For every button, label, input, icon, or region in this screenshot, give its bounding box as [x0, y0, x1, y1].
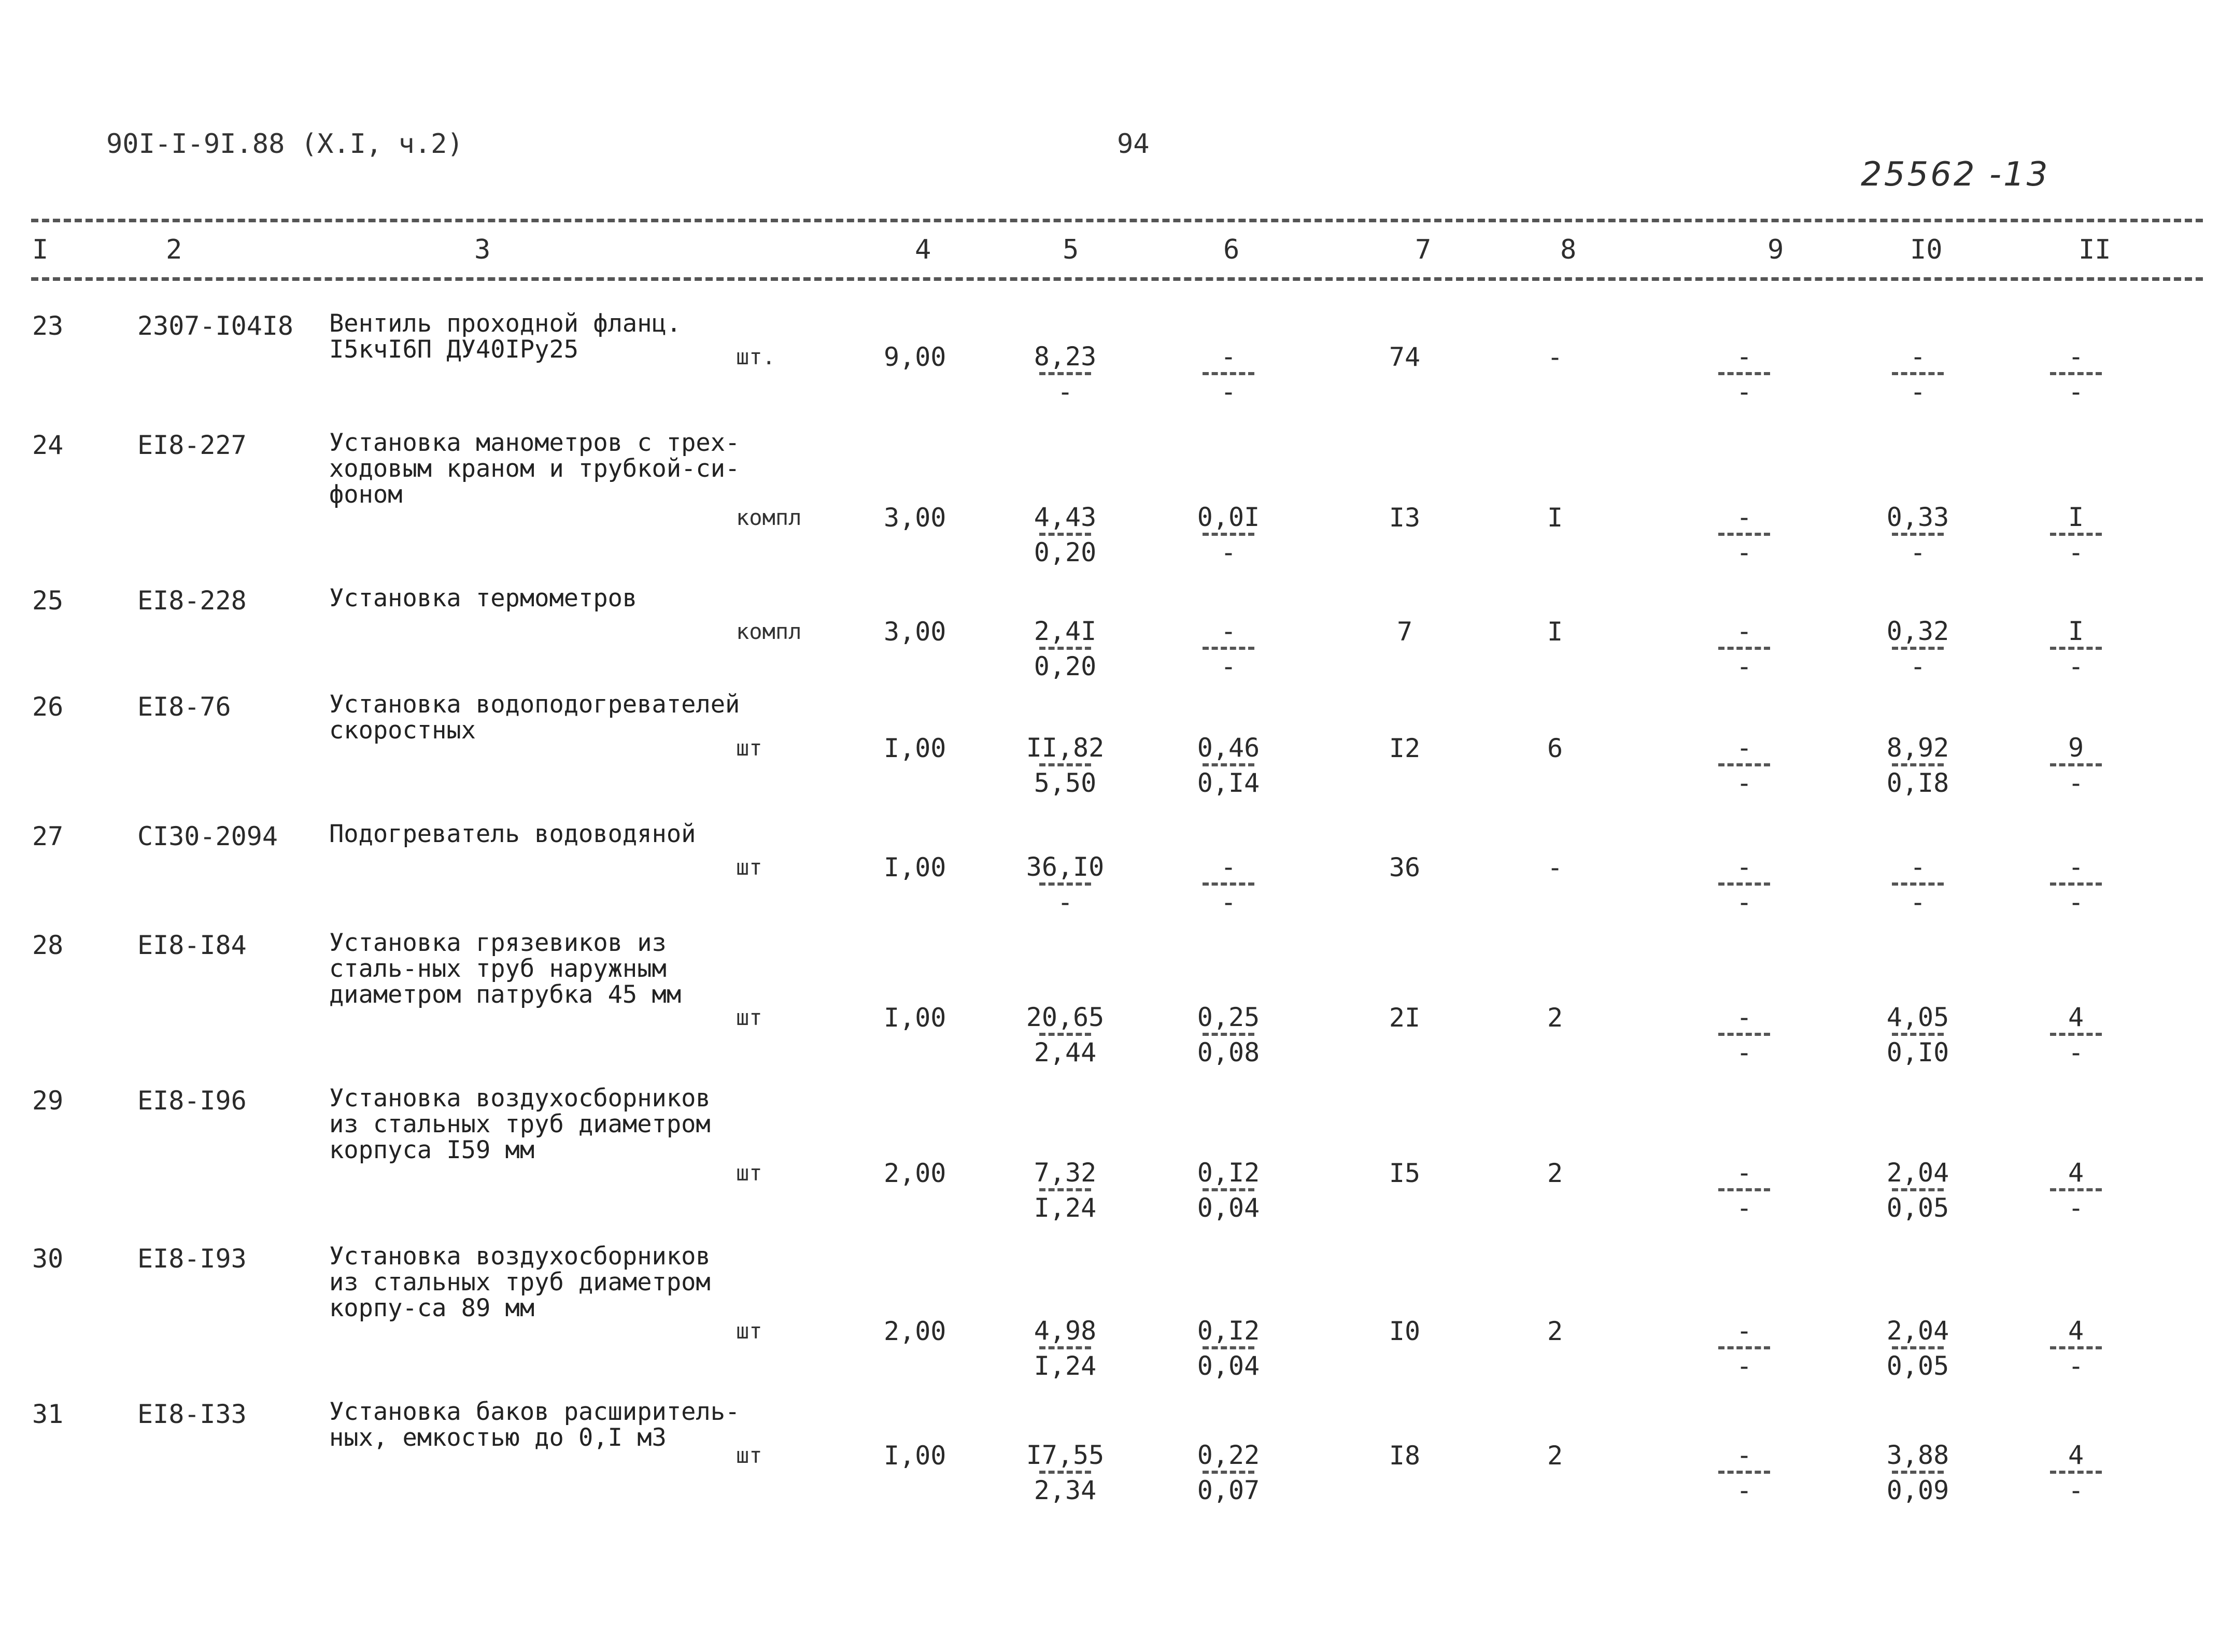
fraction-denominator: -	[2068, 887, 2084, 917]
fraction-bar	[1039, 882, 1091, 886]
fraction-cell	[1187, 733, 1270, 797]
row-number: 30	[32, 1244, 64, 1274]
fraction-denominator: 0,07	[1197, 1475, 1260, 1505]
fraction-bar	[1718, 1471, 1770, 1474]
col-header-4: 4	[915, 234, 931, 265]
unit-of-measure: шт	[736, 1160, 762, 1186]
col8-value: 2	[1547, 1003, 1563, 1033]
fraction-denominator: -	[2068, 1351, 2084, 1381]
fraction-cell	[1703, 733, 1786, 797]
col8-value: I	[1547, 617, 1563, 647]
fraction-bar	[1718, 882, 1770, 886]
fraction-denominator: 0,05	[1886, 1351, 1949, 1381]
col7-value: I5	[1389, 1158, 1421, 1188]
fraction-bar	[2050, 533, 2102, 536]
fraction-bar	[2050, 763, 2102, 766]
fraction-cell	[1187, 342, 1270, 406]
fraction-cell	[1024, 342, 1107, 406]
fraction-denominator: 0,I4	[1197, 768, 1260, 798]
fraction-numerator: 0,0I	[1197, 502, 1260, 532]
fraction-bar	[2050, 1471, 2102, 1474]
fraction-numerator: 0,46	[1197, 733, 1260, 763]
fraction-denominator: -	[1736, 1193, 1752, 1223]
fraction-bar	[1039, 372, 1091, 375]
fraction-bar	[2050, 882, 2102, 886]
fraction-numerator: 0,32	[1886, 616, 1949, 646]
fraction-numerator: 4	[2068, 1440, 2084, 1470]
fraction-numerator: 2,04	[1886, 1316, 1949, 1346]
col8-value: 2	[1547, 1441, 1563, 1471]
fraction-bar	[1892, 1346, 1944, 1349]
resource-code: EI8-I84	[137, 930, 247, 960]
resource-code: EI8-I93	[137, 1244, 247, 1274]
fraction-denominator: -	[2068, 768, 2084, 798]
col-header-8: 8	[1560, 234, 1577, 265]
fraction-denominator: -	[1736, 377, 1752, 407]
unit-of-measure: компл	[736, 619, 802, 644]
fraction-cell	[1024, 1316, 1107, 1380]
col-header-1: I	[32, 234, 49, 265]
col-header-9: 9	[1768, 234, 1784, 265]
fraction-bar	[1039, 1188, 1091, 1191]
fraction-bar	[1718, 1033, 1770, 1036]
col7-value: I2	[1389, 733, 1421, 763]
col-header-10: I0	[1910, 234, 1943, 265]
quantity: 2,00	[884, 1158, 946, 1188]
fraction-cell	[1876, 733, 1959, 797]
fraction-numerator: I	[2068, 502, 2084, 532]
fraction-cell	[1876, 852, 1959, 917]
fraction-denominator: -	[1736, 887, 1752, 917]
quantity: 3,00	[884, 503, 946, 533]
fraction-cell	[1703, 852, 1786, 917]
fraction-numerator: 4	[2068, 1158, 2084, 1188]
fraction-cell	[2034, 1316, 2117, 1380]
fraction-cell	[1876, 342, 1959, 406]
unit-of-measure: шт	[736, 735, 762, 761]
fraction-cell	[2034, 1158, 2117, 1222]
fraction-numerator: 0,22	[1197, 1440, 1260, 1470]
unit-of-measure: компл	[736, 505, 802, 530]
header-bottom-rule	[31, 277, 2203, 281]
fraction-numerator: -	[1220, 852, 1237, 882]
fraction-bar	[2050, 1033, 2102, 1036]
unit-of-measure: шт.	[736, 344, 775, 369]
fraction-bar	[1039, 763, 1091, 766]
fraction-cell	[1876, 617, 1959, 681]
row-number: 25	[32, 586, 64, 616]
fraction-denominator: 0,08	[1197, 1037, 1260, 1067]
fraction-bar	[1203, 647, 1254, 650]
fraction-numerator: -	[1736, 341, 1752, 372]
fraction-cell	[1703, 503, 1786, 567]
fraction-denominator: 0,20	[1034, 651, 1097, 681]
fraction-cell	[1024, 1158, 1107, 1222]
fraction-numerator: -	[1736, 502, 1752, 532]
quantity: 3,00	[884, 617, 946, 647]
quantity: I,00	[884, 1441, 946, 1471]
fraction-bar	[1203, 533, 1254, 536]
col8-value: -	[1547, 342, 1563, 372]
fraction-cell	[1703, 1441, 1786, 1505]
fraction-bar	[1892, 1033, 1944, 1036]
fraction-bar	[1718, 1346, 1770, 1349]
col7-value: I0	[1389, 1316, 1421, 1346]
fraction-bar	[2050, 372, 2102, 375]
fraction-numerator: 20,65	[1026, 1002, 1105, 1032]
col7-value: 2I	[1389, 1003, 1421, 1033]
fraction-denominator: 2,34	[1034, 1475, 1097, 1505]
fraction-bar	[1039, 533, 1091, 536]
col-header-11: II	[2079, 234, 2111, 265]
fraction-numerator: 0,I2	[1197, 1316, 1260, 1346]
fraction-bar	[1892, 763, 1944, 766]
fraction-numerator: 2,04	[1886, 1158, 1949, 1188]
row-number: 26	[32, 692, 64, 722]
fraction-denominator: -	[1057, 377, 1073, 407]
fraction-bar	[1203, 1471, 1254, 1474]
fraction-numerator: -	[2068, 852, 2084, 882]
work-description: Установка манометров с трех-ходовым краном и трубкой-си-фоном	[329, 429, 740, 509]
fraction-denominator: -	[1910, 887, 1926, 917]
fraction-cell	[1876, 1158, 1959, 1222]
fraction-cell	[1187, 1441, 1270, 1505]
fraction-numerator: 3,88	[1886, 1440, 1949, 1470]
fraction-numerator: -	[1220, 341, 1237, 372]
col-header-2: 2	[166, 234, 182, 265]
fraction-cell	[1187, 1316, 1270, 1380]
fraction-denominator: -	[1910, 377, 1926, 407]
fraction-cell	[2034, 1003, 2117, 1067]
col-header-3: 3	[474, 234, 491, 265]
row-number: 23	[32, 311, 64, 341]
fraction-numerator: II,82	[1026, 733, 1105, 763]
fraction-denominator: -	[1057, 887, 1073, 917]
fraction-numerator: 0,33	[1886, 502, 1949, 532]
col-header-7: 7	[1415, 234, 1432, 265]
fraction-bar	[2050, 1188, 2102, 1191]
fraction-denominator: -	[1220, 651, 1237, 681]
fraction-cell	[1703, 1003, 1786, 1067]
fraction-denominator: -	[1910, 537, 1926, 567]
work-description: Установка водоподогревателей скоростных	[329, 690, 740, 745]
fraction-cell	[1876, 1316, 1959, 1380]
fraction-numerator: -	[1736, 733, 1752, 763]
fraction-bar	[2050, 1346, 2102, 1349]
col7-value: I3	[1389, 503, 1421, 533]
fraction-denominator: -	[2068, 651, 2084, 681]
row-number: 27	[32, 821, 64, 851]
fraction-cell	[1703, 1316, 1786, 1380]
fraction-denominator: -	[1736, 537, 1752, 567]
fraction-numerator: -	[1736, 1002, 1752, 1032]
fraction-denominator: 0,20	[1034, 537, 1097, 567]
fraction-bar	[1718, 372, 1770, 375]
fraction-numerator: 8,92	[1886, 733, 1949, 763]
fraction-denominator: -	[2068, 1475, 2084, 1505]
fraction-bar	[1892, 1188, 1944, 1191]
fraction-numerator: -	[1736, 1440, 1752, 1470]
quantity: I,00	[884, 852, 946, 882]
fraction-cell	[2034, 852, 2117, 917]
fraction-numerator: 7,32	[1034, 1158, 1097, 1188]
fraction-bar	[2050, 647, 2102, 650]
fraction-numerator: -	[1736, 852, 1752, 882]
fraction-bar	[1892, 533, 1944, 536]
resource-code: CI30-2094	[137, 821, 278, 851]
fraction-cell	[1703, 617, 1786, 681]
quantity: I,00	[884, 733, 946, 763]
fraction-cell	[1024, 733, 1107, 797]
fraction-bar	[1203, 1033, 1254, 1036]
fraction-bar	[1039, 1471, 1091, 1474]
fraction-denominator: -	[1910, 651, 1926, 681]
fraction-numerator: 4,05	[1886, 1002, 1949, 1032]
col8-value: 2	[1547, 1158, 1563, 1188]
fraction-numerator: -	[1736, 1316, 1752, 1346]
fraction-bar	[1203, 1346, 1254, 1349]
fraction-numerator: 9	[2068, 733, 2084, 763]
fraction-cell	[1024, 1441, 1107, 1505]
col7-value: 36	[1389, 852, 1421, 882]
col7-value: I8	[1389, 1441, 1421, 1471]
quantity: 2,00	[884, 1316, 946, 1346]
fraction-numerator: -	[1736, 1158, 1752, 1188]
fraction-denominator: -	[1736, 1351, 1752, 1381]
unit-of-measure: шт	[736, 1005, 762, 1030]
fraction-denominator: -	[2068, 537, 2084, 567]
fraction-denominator: 0,04	[1197, 1193, 1260, 1223]
fraction-numerator: 2,4I	[1034, 616, 1097, 646]
document-code: 90I-I-9I.88 (Х.I, ч.2)	[106, 129, 463, 160]
fraction-cell	[1187, 852, 1270, 917]
fraction-cell	[1024, 852, 1107, 917]
col-header-5: 5	[1063, 234, 1079, 265]
col8-value: 6	[1547, 733, 1563, 763]
fraction-cell	[1024, 1003, 1107, 1067]
fraction-numerator: 0,I2	[1197, 1158, 1260, 1188]
fraction-numerator: I	[2068, 616, 2084, 646]
fraction-bar	[1039, 1033, 1091, 1036]
fraction-denominator: -	[1220, 537, 1237, 567]
fraction-denominator: -	[1220, 377, 1237, 407]
fraction-numerator: 36,I0	[1026, 852, 1105, 882]
work-description: Установка термометров	[329, 584, 638, 613]
fraction-bar	[1718, 1188, 1770, 1191]
row-number: 28	[32, 930, 64, 960]
fraction-bar	[1892, 372, 1944, 375]
fraction-denominator: -	[1736, 1475, 1752, 1505]
fraction-numerator: 4	[2068, 1316, 2084, 1346]
col7-value: 74	[1389, 342, 1421, 372]
fraction-cell	[1703, 1158, 1786, 1222]
fraction-denominator: -	[2068, 1193, 2084, 1223]
col8-value: I	[1547, 503, 1563, 533]
fraction-bar	[1718, 647, 1770, 650]
fraction-denominator: -	[1220, 887, 1237, 917]
col8-value: -	[1547, 852, 1563, 882]
fraction-denominator: -	[1736, 1037, 1752, 1067]
fraction-bar	[1718, 763, 1770, 766]
fraction-bar	[1203, 882, 1254, 886]
fraction-bar	[1892, 647, 1944, 650]
row-number: 29	[32, 1086, 64, 1116]
fraction-numerator: 0,25	[1197, 1002, 1260, 1032]
fraction-denominator: -	[1736, 651, 1752, 681]
fraction-bar	[1039, 1346, 1091, 1349]
fraction-cell	[2034, 342, 2117, 406]
work-description: Установка грязевиков из сталь-ных труб наружным диаметром патрубка 45 мм	[329, 929, 682, 1009]
fraction-cell	[1024, 503, 1107, 567]
resource-code: EI8-I96	[137, 1086, 247, 1116]
fraction-numerator: 8,23	[1034, 341, 1097, 372]
work-description: Установка воздухосборников из стальных труб диаметром корпу-са 89 мм	[329, 1242, 711, 1322]
stamp-number: 25562 -13	[1861, 155, 2050, 194]
unit-of-measure: шт	[736, 855, 762, 880]
fraction-bar	[1892, 1471, 1944, 1474]
fraction-cell	[1187, 1003, 1270, 1067]
fraction-cell	[2034, 733, 2117, 797]
fraction-cell	[2034, 617, 2117, 681]
work-description: Установка воздухосборников из стальных труб диаметром корпуса I59 мм	[329, 1084, 711, 1164]
fraction-numerator: -	[2068, 341, 2084, 372]
quantity: I,00	[884, 1003, 946, 1033]
fraction-denominator: 0,I0	[1886, 1037, 1949, 1067]
col7-value: 7	[1396, 617, 1413, 647]
fraction-bar	[1039, 647, 1091, 650]
fraction-numerator: -	[1736, 616, 1752, 646]
quantity: 9,00	[884, 342, 946, 372]
fraction-numerator: -	[1220, 616, 1237, 646]
fraction-denominator: -	[2068, 1037, 2084, 1067]
fraction-numerator: -	[1910, 341, 1926, 372]
unit-of-measure: шт	[736, 1443, 762, 1468]
fraction-numerator: I7,55	[1026, 1440, 1105, 1470]
resource-code: EI8-I33	[137, 1399, 247, 1429]
fraction-denominator: 0,04	[1197, 1351, 1260, 1381]
fraction-denominator: 0,09	[1886, 1475, 1949, 1505]
resource-code: EI8-76	[137, 692, 231, 722]
fraction-denominator: I,24	[1034, 1351, 1097, 1381]
fraction-bar	[1718, 533, 1770, 536]
fraction-cell	[1187, 617, 1270, 681]
fraction-numerator: 4,43	[1034, 502, 1097, 532]
col-header-6: 6	[1223, 234, 1240, 265]
fraction-denominator: I,24	[1034, 1193, 1097, 1223]
row-number: 24	[32, 430, 64, 460]
fraction-cell	[2034, 503, 2117, 567]
header-top-rule	[31, 219, 2203, 222]
row-number: 31	[32, 1399, 64, 1429]
fraction-cell	[1703, 342, 1786, 406]
fraction-denominator: 0,I8	[1886, 768, 1949, 798]
fraction-cell	[1024, 617, 1107, 681]
fraction-bar	[1203, 763, 1254, 766]
fraction-cell	[1187, 503, 1270, 567]
fraction-numerator: -	[1910, 852, 1926, 882]
work-description: Вентиль проходной фланц. I5кчI6П ДУ40IРу25	[329, 309, 682, 364]
fraction-bar	[1892, 882, 1944, 886]
fraction-denominator: -	[2068, 377, 2084, 407]
fraction-cell	[1876, 1441, 1959, 1505]
fraction-numerator: 4	[2068, 1002, 2084, 1032]
resource-code: EI8-227	[137, 430, 247, 460]
fraction-denominator: -	[1736, 768, 1752, 798]
resource-code: 2307-I04I8	[137, 311, 294, 341]
col8-value: 2	[1547, 1316, 1563, 1346]
work-description: Подогреватель водоводяной	[329, 820, 696, 848]
fraction-cell	[1187, 1158, 1270, 1222]
fraction-bar	[1203, 372, 1254, 375]
fraction-numerator: 4,98	[1034, 1316, 1097, 1346]
page-number: 94	[1117, 129, 1150, 160]
resource-code: EI8-228	[137, 586, 247, 616]
fraction-cell	[1876, 503, 1959, 567]
fraction-denominator: 2,44	[1034, 1037, 1097, 1067]
unit-of-measure: шт	[736, 1318, 762, 1344]
fraction-bar	[1203, 1188, 1254, 1191]
fraction-denominator: 5,50	[1034, 768, 1097, 798]
fraction-denominator: 0,05	[1886, 1193, 1949, 1223]
fraction-cell	[2034, 1441, 2117, 1505]
work-description: Установка баков расширитель-ных, емкостью до 0,I м3	[329, 1398, 740, 1452]
fraction-cell	[1876, 1003, 1959, 1067]
